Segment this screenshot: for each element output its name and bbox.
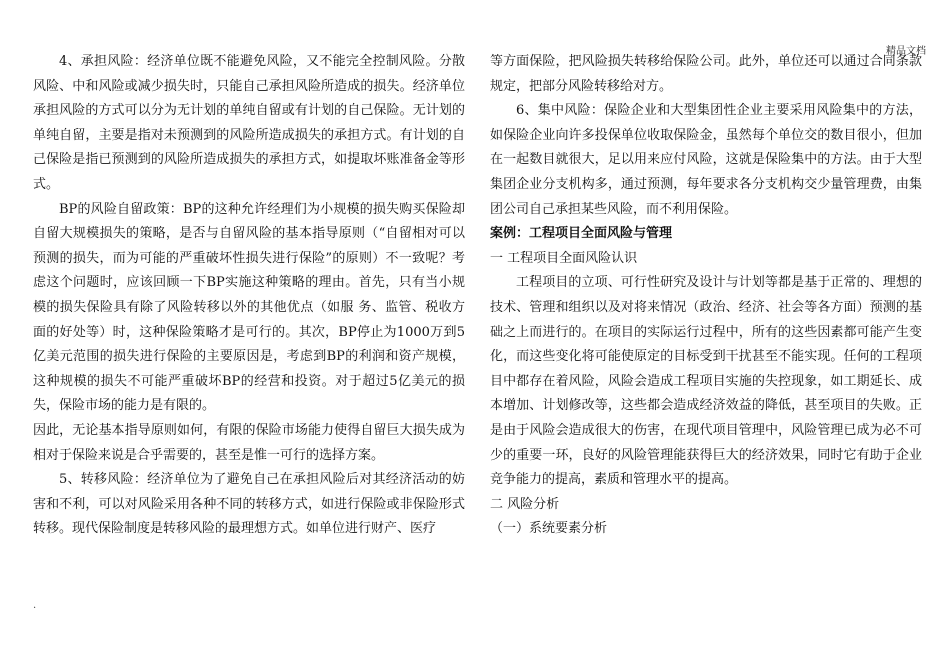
paragraph-bear-risk: 4、承担风险：经济单位既不能避免风险，又不能完全控制风险。分散风险、中和风险或减少损失时，只能自己承担风险所造成的损失。经济单位承担风险的方式可以分为无计划的单纯自留或有计划的自己保险。无计划的单纯自留，主要是指对未预测到的风险所造成损失的承担方式。有计划的自己保险是指已预测到的风险所造成损失的承担方式，如提取坏账准备金等形式。 [33,54,465,192]
paragraph-transfer-continued: 等方面保险，把风险损失转移给保险公司。此外，单位还可以通过合同条款规定，把部分风险转移给对方。 [490,54,922,94]
paragraph-transfer-risk: 5、转移风险：经济单位为了避免自己在承担风险后对其经济活动的妨害和不利，可以对风险采用各种不同的转移方式，如进行保险或非保险形式转移。现代保险制度是转移风险的最理想方式。如单位进行财产、医疗 [33,472,465,537]
section-heading-2: 二 风险分析 [490,496,560,512]
header-mark: 精品文档 [886,46,926,57]
right-column [490,50,922,542]
section-heading-1: 一 工程项目全面风险认识 [490,250,638,266]
footer-dot: . [33,600,37,611]
paragraph-conclusion: 因此，无论基本指导原则如何，有限的保险市场能力使得自留巨大损失成为相对于保险来说是合乎需要的，甚至是惟一可行的选择方案。 [33,422,465,463]
left-column [33,50,465,542]
section-heading-3: （一）系统要素分析 [490,521,608,537]
case-title: 案例：工程项目全面风险与管理 [490,226,673,242]
paragraph-project-risk: 工程项目的立项、可行性研究及设计与计划等都是基于正常的、理想的技术、管理和组织以及对将来情况（政治、经济、社会等各方面）预测的基础之上而进行的。在项目的实际运行过程中，所有的这些因素都可能产生变化，而这些变化将可能使原定的目标受到干扰甚至不能实现。任何的工程项目中都存在着风险，风险会造成工程项目实施的失控现象，如工期延长、成本增加、计划修改等，这些都会造成经济效益的降低，甚至项目的失败。正是由于风险会造成很大的伤害，在现代项目管理中，风险管理已成为必不可少的重要一环，良好的风险管理能获得巨大的经济效果，同时它有助于企业竞争能力的提高，素质和管理水平的提高。 [490,275,922,488]
paragraph-concentrate-risk: 6、集中风险：保险企业和大型集团性企业主要采用风险集中的方法，如保险企业向许多投保单位收取保险金，虽然每个单位交的数目很小，但加在一起数目就很大，足以用来应付风险，这就是保险集中的方法。由于大型集团企业分支机构多，通过预测，每年要求各分支机构交少量管理费，由集团公司自己承担某些风险，而不利用保险。 [490,103,922,217]
paragraph-bp-policy: BP的风险自留政策：BP的这种允许经理们为小规模的损失购买保险却自留大规模损失的策略，是否与自留风险的基本指导原则（“自留相对可以预测的损失，而为可能的严重破坏性损失进行保险”的原则）不一致呢？考虑这个问题时，应该回顾一下BP实施这种策略的理由。首先，只有当小规模的损失保险具有除了风险转移以外的其他优点（如服 务、监管、税收方面的好处等）时，这种保险策略才是可行的。其次，BP停止为1000万到5亿美元范围的损失进行保险的主要原因是，考虑到BP的利润和资产规模，这种规模的损失不可能严重破坏BP的经营和投资。对于超过5亿美元的损失，保险市场的能力是有限的。 [33,201,465,414]
